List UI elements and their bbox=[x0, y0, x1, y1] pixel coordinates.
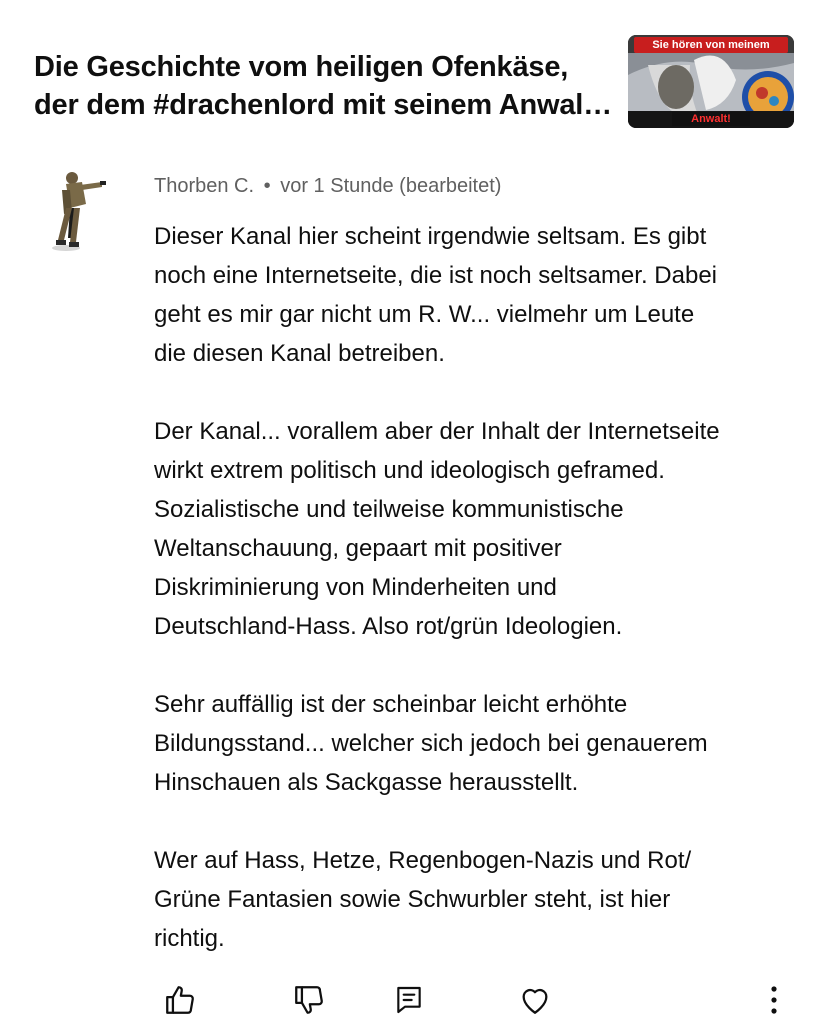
comment-line: geht es mir gar nicht um R. W... vielmehr um Leute bbox=[154, 301, 695, 328]
reply-button[interactable] bbox=[389, 980, 429, 1020]
comment-paragraph bbox=[154, 841, 794, 958]
comment-body bbox=[154, 217, 794, 958]
comment-actions bbox=[0, 976, 827, 1024]
video-title[interactable] bbox=[34, 48, 619, 124]
video-title-line-2: der dem #drachenlord mit seinem Anwal… bbox=[34, 89, 612, 121]
more-options-button[interactable] bbox=[754, 980, 794, 1020]
video-title-line-1: Die Geschichte vom heiligen Ofenkäse, bbox=[34, 51, 569, 83]
comment-line: noch eine Internetseite, die ist noch seltsamer. Dabei bbox=[154, 262, 717, 289]
more-vertical-icon bbox=[769, 985, 779, 1015]
video-thumbnail[interactable] bbox=[628, 35, 794, 128]
thumbs-down-icon bbox=[292, 983, 326, 1017]
comment-paragraph bbox=[154, 217, 794, 373]
meta-separator: • bbox=[263, 175, 271, 197]
thumbnail-top-caption: Sie hören von meinem bbox=[634, 37, 788, 53]
comment-line: Der Kanal... vorallem aber der Inhalt der Internetseite bbox=[154, 418, 720, 445]
comment-line: Sozialistische und teilweise kommunistische bbox=[154, 496, 624, 523]
comment-line: Sehr auffällig ist der scheinbar leicht erhöhte bbox=[154, 691, 628, 718]
comment bbox=[154, 172, 794, 958]
comment-line: Diskriminierung von Minderheiten und bbox=[154, 574, 557, 601]
comment-line: Grüne Fantasien sowie Schwurbler steht, ist hier bbox=[154, 886, 671, 913]
comment-line: Weltanschauung, gepaart mit positiver bbox=[154, 535, 562, 562]
avatar[interactable] bbox=[36, 168, 108, 254]
comment-paragraph bbox=[154, 412, 794, 646]
heart-icon bbox=[518, 983, 552, 1017]
comment-line: richtig. bbox=[154, 925, 225, 952]
comment-author[interactable]: Thorben C. bbox=[154, 175, 255, 197]
comment-line: Hinschauen als Sackgasse herausstellt. bbox=[154, 769, 579, 796]
thumbs-up-icon bbox=[163, 983, 197, 1017]
comment-paragraph bbox=[154, 685, 794, 802]
comment-line: Dieser Kanal hier scheint irgendwie seltsam. Es gibt bbox=[154, 223, 707, 250]
dislike-button[interactable] bbox=[289, 980, 329, 1020]
like-button[interactable] bbox=[160, 980, 200, 1020]
video-header[interactable] bbox=[34, 34, 804, 134]
comment-line: Deutschland-Hass. Also rot/grün Ideologien. bbox=[154, 613, 623, 640]
reply-icon bbox=[393, 983, 425, 1017]
thumbnail-bottom-caption: Anwalt! bbox=[672, 112, 750, 126]
comment-line: Wer auf Hass, Hetze, Regenbogen-Nazis und Rot/ bbox=[154, 847, 692, 874]
comment-line: Bildungsstand... welcher sich jedoch bei genauerem bbox=[154, 730, 708, 757]
comment-meta bbox=[154, 172, 794, 200]
comment-line: die diesen Kanal betreiben. bbox=[154, 340, 445, 367]
heart-button[interactable] bbox=[515, 980, 555, 1020]
comment-line: wirkt extrem politisch und ideologisch geframed. bbox=[154, 457, 665, 484]
comment-timestamp: vor 1 Stunde (bearbeitet) bbox=[280, 175, 502, 197]
